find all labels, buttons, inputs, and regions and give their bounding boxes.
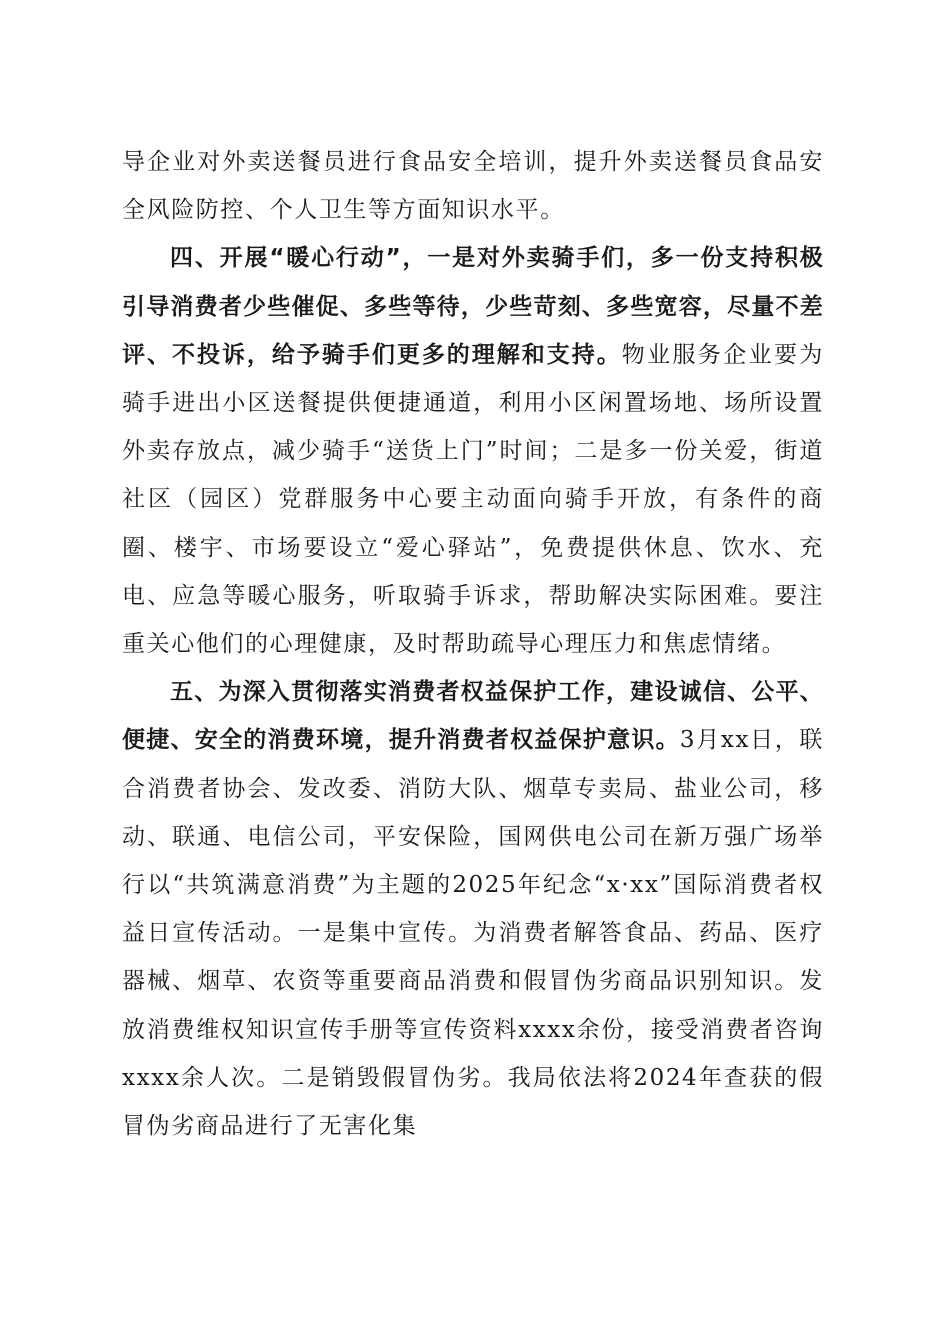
- document-body: [122, 138, 824, 1150]
- paragraph-text: 3月xx日，联合消费者协会、发改委、消防大队、烟草专卖局、盐业公司，移动、联通、电信公司，平安保险，国网供电公司在新万强广场举行以“共筑满意消费”为主题的2025年纪念“x·xx”国际消费者权益日宣传活动。一是集中宣传。为消费者解答食品、药品、医疗器械、烟草、农资等重要商品消费和假冒伪劣商品识别知识。发放消费维权知识宣传手册等宣传资料xxxx余份，接受消费者咨询xxxx余人次。二是销毁假冒伪劣。我局依法将2024年查获的假冒伪劣商品进行了无害化集: [122, 727, 824, 1140]
- paragraph-text: 导企业对外卖送餐员进行食品安全培训，提升外卖送餐员食品安全风险防控、个人卫生等方面知识水平。: [122, 149, 824, 224]
- paragraph-warm-heart-action: [122, 234, 824, 668]
- paragraph-text: 物业服务企业要为骑手进出小区送餐提供便捷通道，利用小区闲置场地、场所设置外卖存放点，减少骑手“送货上门”时间；二是多一份关爱，街道社区（园区）党群服务中心要主动面向骑手开放，有条件的商圈、楼宇、市场要设立“爱心驿站”，免费提供休息、饮水、充电、应急等暖心服务，听取骑手诉求，帮助解决实际困难。要注重关心他们的心理健康，及时帮助疏导心理压力和焦虑情绪。: [122, 341, 824, 658]
- paragraph-heading: 五、为深入贯彻落实消费者权益保护工作，建设诚信、公平、便捷、安全的消费环境，提升消费者权益保护意识。: [122, 679, 824, 754]
- paragraph-food-safety-training: [122, 138, 824, 234]
- paragraph-heading: 四、开展“暖心行动”，一是对外卖骑手们，多一份支持积极引导消费者少些催促、多些等待，少些苛刻、多些宽容，尽量不差评、不投诉，给予骑手们更多的理解和支持。: [122, 245, 824, 368]
- paragraph-consumer-rights: [122, 668, 824, 1150]
